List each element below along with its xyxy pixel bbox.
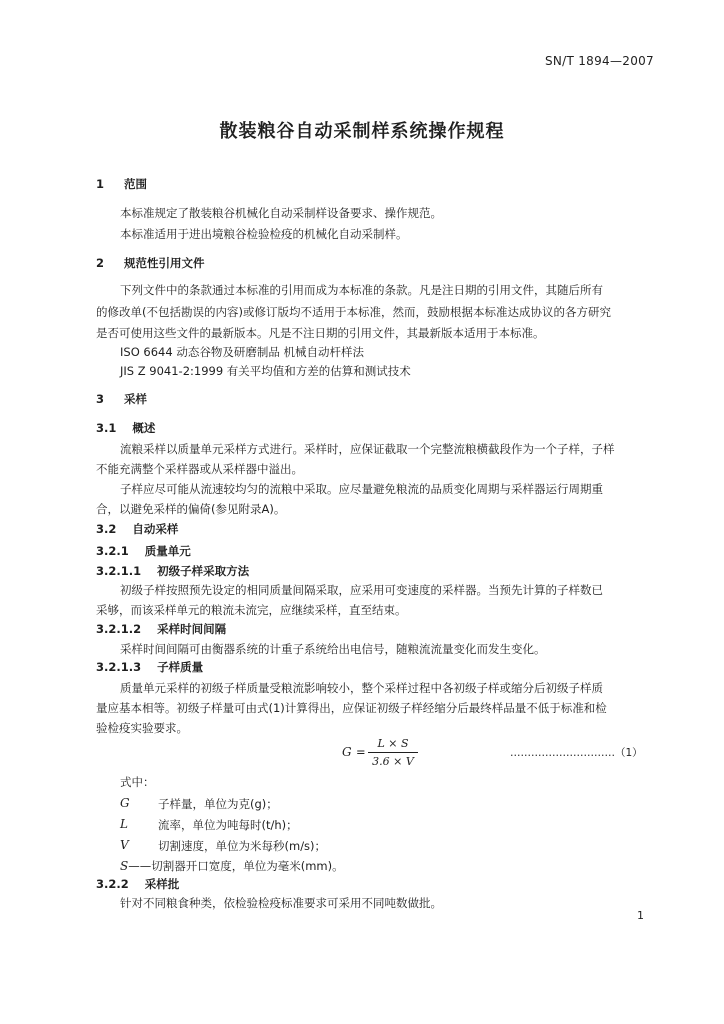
subsection-3-2-1-2-heading [96, 621, 226, 637]
paragraph: 本标准适用于进出境粮谷检验检疫的机械化自动采制样。 [120, 227, 408, 241]
subsection-3-2-1-1-heading [96, 563, 249, 579]
variable-symbol: G [120, 796, 130, 810]
section-2-heading [96, 255, 205, 271]
paragraph-line: 合，以避免采样的偏倚(参见附录A)。 [96, 502, 286, 516]
section-number: 3.2.1.1 [96, 564, 142, 578]
variable-symbol: L [120, 817, 128, 831]
paragraph-line: 量应基本相等。初级子样量可由式(1)计算得出，应保证初级子样经缩分后最终样品量不低于标准和检 [96, 701, 607, 715]
section-title: 子样质量 [157, 660, 204, 674]
paragraph: 采样时间间隔可由衡器系统的计重子系统给出电信号，随粮流流量变化而发生变化。 [120, 642, 546, 656]
section-number: 2 [96, 256, 105, 270]
section-title: 范围 [124, 177, 148, 191]
subsection-3-2-1-3-heading [96, 659, 203, 675]
paragraph-line: 的修改单(不包括勘误的内容)或修订版均不适用于本标准，然而，鼓励根据本标准达成协议的各方研究 [96, 305, 611, 319]
document-title: 散装粮谷自动采制样系统操作规程 [219, 121, 505, 142]
section-number: 1 [96, 177, 105, 191]
section-title: 质量单元 [144, 544, 191, 558]
variable-row [120, 858, 344, 874]
variable-description: 切割速度，单位为米每秒(m/s)； [158, 839, 327, 853]
variable-symbol: S [120, 859, 129, 873]
paragraph-line: 验检疫实验要求。 [96, 721, 188, 735]
section-number: 3.2.2 [96, 877, 129, 891]
paragraph: 本标准规定了散装粮谷机械化自动采制样设备要求、操作规范。 [120, 206, 442, 220]
section-title: 采样时间间隔 [157, 622, 227, 636]
formula-numerator: L × S [368, 737, 418, 753]
variable-symbol: V [120, 838, 129, 852]
subsection-3-2-1-heading [96, 543, 191, 559]
section-title: 概述 [132, 421, 156, 435]
formula-fraction [368, 737, 418, 768]
variable-row [120, 838, 327, 853]
paragraph-line: 流粮采样以质量单元采样方式进行。采样时，应保证截取一个完整流粮横截段作为一个子样，子样 [120, 442, 615, 456]
formula-equals: = [356, 745, 366, 759]
formula-denominator: 3.6 × V [372, 755, 414, 768]
paragraph-line: 采够，而该采样单元的粮流未流完，应继续采样，直至结束。 [96, 603, 407, 617]
paragraph-line: 不能充满整个采样器或从采样器中溢出。 [96, 462, 303, 476]
section-number: 3.2.1.2 [96, 622, 142, 636]
section-title: 采样 [124, 392, 148, 406]
paragraph-line: 子样应尽可能从流速较均匀的流粮中采取。应尽量避免粮流的品质变化周期与采样器运行周期重 [120, 482, 603, 496]
reference-item: JIS Z 9041-2:1999 有关平均值和方差的估算和测试技术 [120, 364, 411, 378]
section-title: 初级子样采取方法 [157, 564, 250, 578]
variable-description: ——切割器开口宽度，单位为毫米(mm)。 [128, 859, 344, 873]
subsection-3-2-2-heading [96, 876, 179, 892]
section-title: 采样批 [144, 877, 180, 891]
section-number: 3.1 [96, 421, 117, 435]
paragraph-line: 下列文件中的条款通过本标准的引用而成为本标准的条款。凡是注日期的引用文件，其随后所有 [120, 283, 603, 297]
where-label: 式中： [120, 775, 155, 789]
formula-number: …………………………（1） [510, 747, 643, 759]
section-title: 规范性引用文件 [124, 256, 205, 270]
section-number: 3.2.1 [96, 544, 129, 558]
page-number: 1 [637, 909, 644, 922]
section-3-heading [96, 391, 147, 407]
section-number: 3.2.1.3 [96, 660, 142, 674]
subsection-3-1-heading [96, 420, 155, 436]
paragraph: 针对不同粮食种类，依检验检疫标准要求可采用不同吨数做批。 [120, 896, 442, 910]
section-title: 自动采样 [132, 522, 179, 536]
paragraph-line: 是否可使用这些文件的最新版本。凡是不注日期的引用文件，其最新版本适用于本标准。 [96, 326, 545, 340]
reference-item: ISO 6644 动态谷物及研磨制品 机械自动杆样法 [120, 345, 364, 359]
paragraph-line: 质量单元采样的初级子样质量受粮流影响较小，整个采样过程中各初级子样或缩分后初级子样质 [120, 681, 603, 695]
paragraph-line: 初级子样按照预先设定的相同质量间隔采取，应采用可变速度的采样器。当预先计算的子样数已 [120, 583, 603, 597]
subsection-3-2-heading [96, 521, 178, 537]
section-number: 3.2 [96, 522, 117, 536]
variable-description: 子样量，单位为克(g)； [158, 797, 278, 811]
variable-row [120, 796, 278, 811]
formula-lhs: G [342, 745, 352, 759]
variable-description: 流率，单位为吨每时(t/h)； [158, 818, 298, 832]
variable-row [120, 817, 298, 832]
section-1-heading [96, 176, 147, 192]
standard-code: SN/T 1894—2007 [544, 54, 654, 68]
section-number: 3 [96, 392, 105, 406]
